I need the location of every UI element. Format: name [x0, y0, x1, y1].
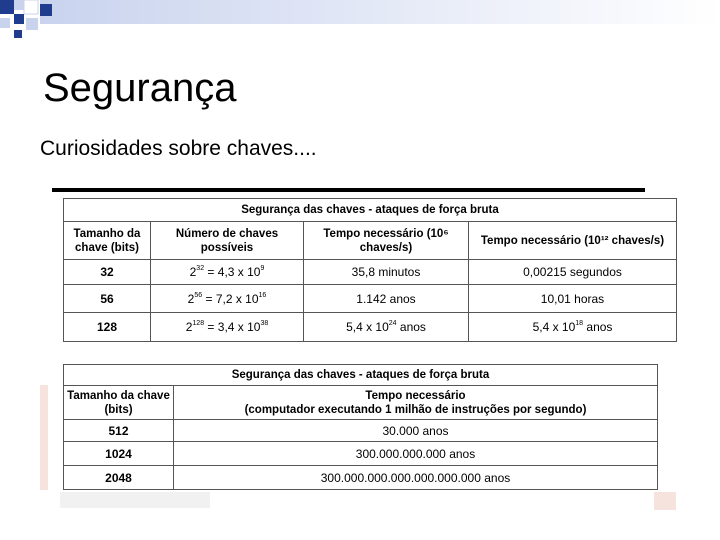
header-time: Tempo necessário (computador executando 1 milhão de instruções por segundo): [174, 386, 658, 420]
header-time-1e6: Tempo necessário (10⁶ chaves/s): [304, 222, 469, 260]
scan-artifact: [40, 385, 48, 490]
corner-decoration: [0, 0, 720, 40]
table-caption: Segurança das chaves - ataques de força bruta: [64, 199, 677, 222]
cell-time-1e12: 0,00215 segundos: [469, 260, 677, 285]
cell-time-1e6: 35,8 minutos: [304, 260, 469, 285]
table-row: [64, 466, 658, 490]
cell-bits: 128: [64, 313, 151, 342]
cell-time-1e12: 10,01 horas: [469, 285, 677, 313]
cell-bits: 32: [64, 260, 151, 285]
cell-bits: 56: [64, 285, 151, 313]
table-row: [64, 420, 658, 442]
cell-time-1e6: 1.142 anos: [304, 285, 469, 313]
cell-time: 300.000.000.000 anos: [174, 442, 658, 466]
table-brute-force-1: [63, 198, 677, 342]
cell-time: 300.000.000.000.000.000.000 anos: [174, 466, 658, 490]
divider-rule: [52, 188, 645, 192]
table-caption: Segurança das chaves - ataques de força bruta: [64, 365, 658, 386]
table-brute-force-2: [63, 364, 658, 490]
header-num-keys: Número de chaves possíveis: [151, 222, 304, 260]
table-row: [64, 313, 677, 342]
cell-keys: $2^{56} = 7,2$ x $10^{16}$: [151, 285, 304, 313]
table-row: [64, 285, 677, 313]
slide-title: Segurança: [43, 66, 237, 110]
scan-artifact: [654, 492, 676, 510]
table-row: [64, 442, 658, 466]
cell-bits: 1024: [64, 442, 174, 466]
cell-time-1e12: 5,4 x $10^{18}$ anos: [469, 313, 677, 342]
slide-subtitle: Curiosidades sobre chaves....: [40, 137, 317, 160]
cell-keys: $2^{32} = 4,3$ x $10^9$: [151, 260, 304, 285]
corner-squares-graphic: [0, 0, 720, 40]
header-key-size: Tamanho da chave (bits): [64, 386, 174, 420]
cell-bits: 2048: [64, 466, 174, 490]
header-key-size: Tamanho da chave (bits): [64, 222, 151, 260]
cell-bits: 512: [64, 420, 174, 442]
table-row: [64, 260, 677, 285]
cell-keys: $2^{128} = 3,4$ x $10^{38}$: [151, 313, 304, 342]
cell-time: 30.000 anos: [174, 420, 658, 442]
header-time-1e12: Tempo necessário (10¹² chaves/s): [469, 222, 677, 260]
cell-time-1e6: 5,4 x $10^{24}$ anos: [304, 313, 469, 342]
scan-artifact: [60, 492, 210, 508]
